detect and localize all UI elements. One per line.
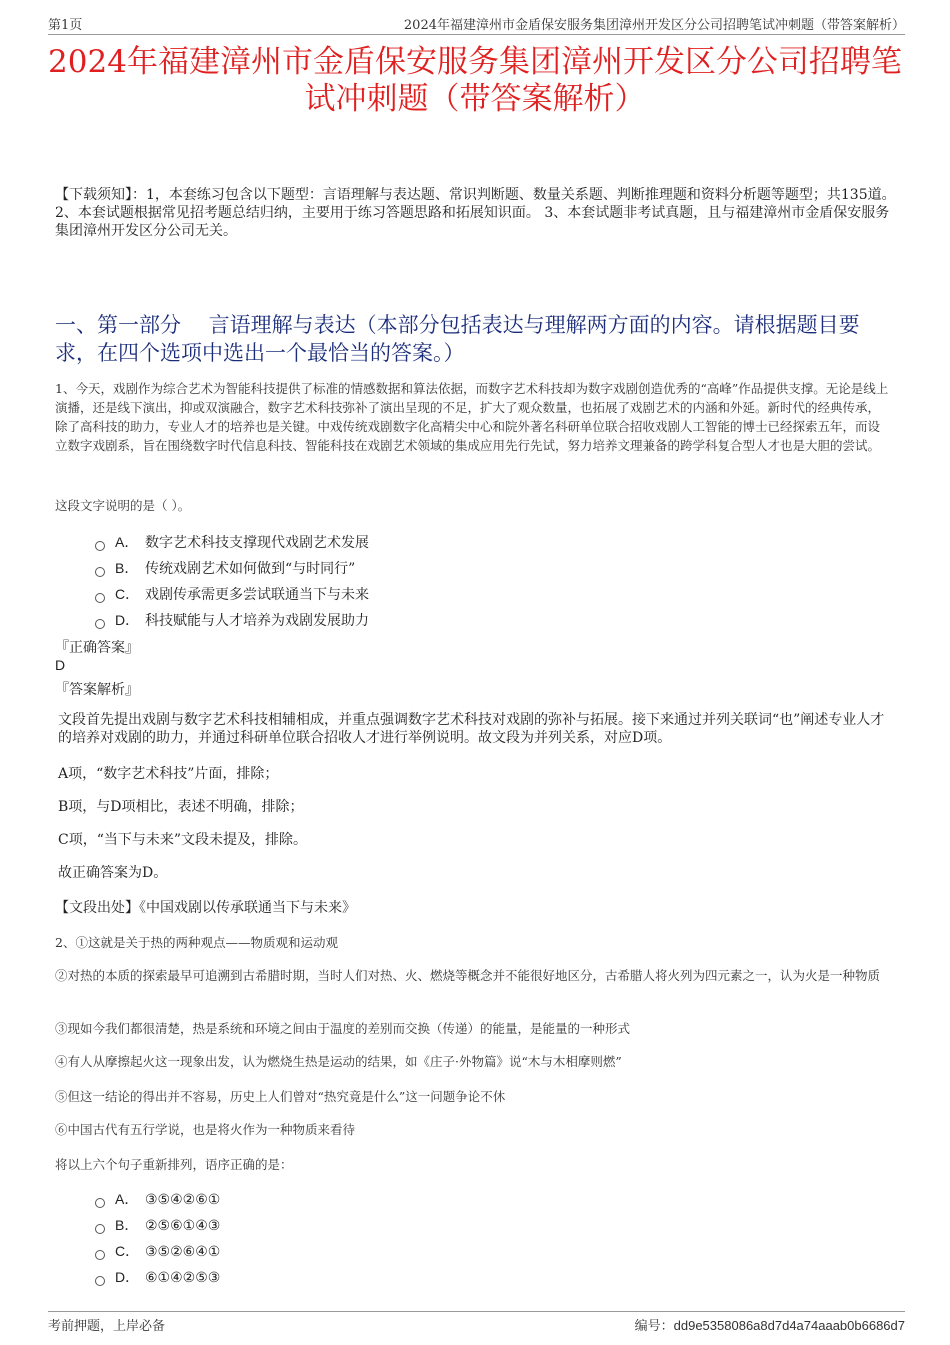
answer-label: 『正确答案』 bbox=[55, 640, 139, 656]
section-title: 一、第一部分 言语理解与表达（本部分包括表达与理解两方面的内容。请根据题目要求，在四个选项中选出一个最恰当的答案。） bbox=[55, 313, 860, 365]
analysis-line: A项，“数字艺术科技”片面，排除； bbox=[58, 766, 279, 782]
question-2-sentence: ③现如今我们都很清楚，热是系统和环境之间由于温度的差别而交换（传递）的能量，是能量的一种形式 bbox=[55, 1021, 631, 1036]
question-2-sentence: ②对热的本质的探索最早可追溯到古希腊时期，当时人们对热、火、燃烧等概念并不能很好地区分，古希腊人将火列为四元素之一，认为火是一种物质 bbox=[55, 968, 881, 983]
analysis-line: 故正确答案为D。 bbox=[58, 865, 168, 881]
radio-icon[interactable] bbox=[95, 1276, 105, 1286]
question-2-sentence: ⑤但这一结论的得出并不容易，历史上人们曾对“热究竟是什么”这一问题争论不休 bbox=[55, 1089, 506, 1104]
radio-icon[interactable] bbox=[95, 1250, 105, 1260]
answer-value: D bbox=[55, 657, 66, 673]
question-1-options bbox=[95, 529, 369, 633]
radio-icon[interactable] bbox=[95, 541, 105, 551]
footer-slogan: 考前押题，上岸必备 bbox=[48, 1319, 166, 1334]
document-title: 2024年福建漳州市金盾保安服务集团漳州开发区分公司招聘笔试冲刺题（带答案解析） bbox=[48, 44, 902, 117]
analysis-label: 『答案解析』 bbox=[55, 682, 139, 698]
option-a[interactable]: A． 数字艺术科技支撑现代戏剧艺术发展 bbox=[95, 529, 369, 555]
download-notice: 【下载须知】：1，本套练习包含以下题型：言语理解与表达题、常识判断题、数量关系题、判断推理题和资料分析题等题型；共135道。 2、本套试题根据常见招考题总结归纳，主要用于练习答题思路和拓展知识面。 3、本套试题非考试真题，且与福建漳州市金盾保安服务集团漳州开发区分公司无关。 bbox=[55, 187, 896, 239]
analysis-paragraph: 文段首先提出戏剧与数字艺术科技相辅相成，并重点强调数字艺术科技对戏剧的弥补与拓展。接下来通过并列关联词“也”阐述专业人才的培养对戏剧的助力，并通过科研单位联合招收人才进行举例说明。故文段为并列关系，对应D项。 bbox=[58, 712, 885, 746]
page-header bbox=[48, 12, 905, 35]
analysis-line: C项，“当下与未来”文段未提及，排除。 bbox=[58, 832, 308, 848]
question-1-text: 1、今天，戏剧作为综合艺术为智能科技提供了标准的情感数据和算法依据，而数字艺术科技却为数字戏剧创造优秀的“高峰”作品提供支撑。无论是线上演播，还是线下演出，抑或双演融合，数字艺术科技弥补了演出呈现的不足，扩大了观众数量，也拓展了戏剧艺术的内涵和外延。新时代的经典传承，除了高科技的助力，专业人才的培养也是关键。中戏传统戏剧数字化高精尖中心和院外著名科研单位联合招收戏剧人工智能的博士已经探索五年，而设立数字戏剧系，旨在围绕数字时代信息科技、智能科技在戏剧艺术领域的集成应用先行先试，努力培养文理兼备的跨学科复合型人才也是大胆的尝试。 bbox=[55, 381, 889, 453]
question-2-sentence: 2、①这就是关于热的两种观点——物质观和运动观 bbox=[55, 935, 338, 950]
question-2-stem: 将以上六个句子重新排列，语序正确的是： bbox=[55, 1157, 293, 1172]
option-c[interactable]: C． 戏剧传承需更多尝试联通当下与未来 bbox=[95, 581, 369, 607]
page-footer bbox=[48, 1311, 905, 1336]
question-2-sentence: ④有人从摩擦起火这一现象出发，认为燃烧生热是运动的结果，如《庄子·外物篇》说“木与木相摩则燃” bbox=[55, 1054, 622, 1069]
question-2-options bbox=[95, 1186, 220, 1290]
footer-code: 编号：dd9e5358086a8d7d4a74aaab0b6686d7 bbox=[634, 1318, 905, 1334]
question-2-sentence: ⑥中国古代有五行学说，也是将火作为一种物质来看待 bbox=[55, 1122, 356, 1137]
option-d[interactable]: D． 科技赋能与人才培养为戏剧发展助力 bbox=[95, 607, 369, 633]
radio-icon[interactable] bbox=[95, 567, 105, 577]
analysis-line: B项，与D项相比，表述不明确，排除； bbox=[58, 799, 304, 815]
radio-icon[interactable] bbox=[95, 619, 105, 629]
option-b[interactable]: B． ②⑤⑥①④③ bbox=[95, 1212, 220, 1238]
question-1-stem: 这段文字说明的是（ ）。 bbox=[55, 498, 191, 513]
source-line: 【文段出处】《中国戏剧以传承联通当下与未来》 bbox=[55, 900, 356, 916]
option-c[interactable]: C． ③⑤②⑥④① bbox=[95, 1238, 220, 1264]
option-b[interactable]: B． 传统戏剧艺术如何做到“与时同行” bbox=[95, 555, 369, 581]
radio-icon[interactable] bbox=[95, 1224, 105, 1234]
page-number: 第1页 bbox=[48, 18, 83, 33]
option-a[interactable]: A． ③⑤④②⑥① bbox=[95, 1186, 220, 1212]
radio-icon[interactable] bbox=[95, 593, 105, 603]
header-doc-title: 2024年福建漳州市金盾保安服务集团漳州开发区分公司招聘笔试冲刺题（带答案解析） bbox=[403, 18, 905, 33]
radio-icon[interactable] bbox=[95, 1198, 105, 1208]
option-d[interactable]: D． ⑥①④②⑤③ bbox=[95, 1264, 220, 1290]
